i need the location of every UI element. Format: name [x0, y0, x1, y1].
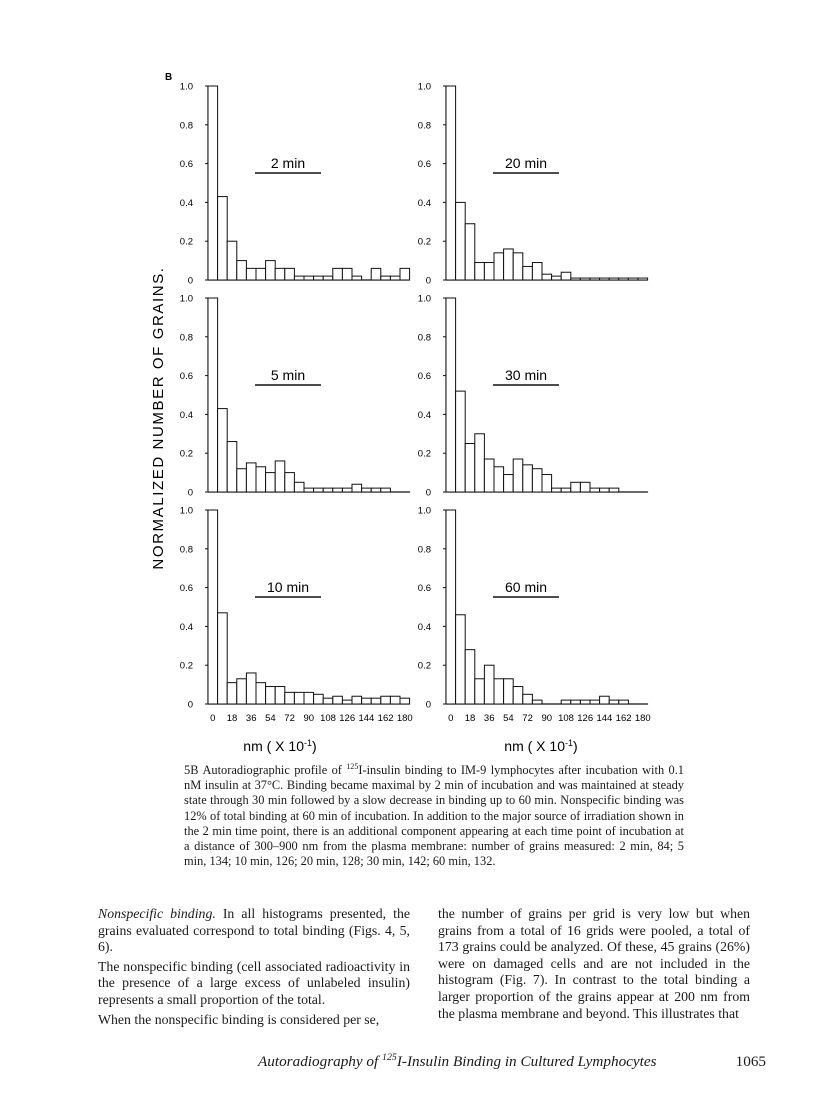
y-tick-label: 0: [425, 699, 431, 711]
histogram-bar: [609, 700, 619, 704]
histogram-bar: [342, 488, 352, 492]
time-point-label: 10 min: [266, 579, 310, 595]
x-tick-label: 108: [320, 713, 336, 724]
y-tick-label: 0.2: [417, 448, 431, 460]
figure-caption: 5B Autoradiographic profile of $^{125}$I-insulin binding to IM-9 lymphocytes after incubation with 0.1 nM insulin at 37°C. Binding became maximal by 2 min of incubation and was maintained at steady state through 30 min followed by a slow decrease in binding up to 60 min. Nonspecific binding was 12% of total binding at 60 min of incubation. In addition to the major source of irradiation shown in the 2 min time point, there is an additional component appearing at each time point of incubation at a distance of 300–900 nm from the plasma membrane: number of grains measured: 2 min, 84; 5 min, 134; 10 min, 126; 20 min, 128; 30 min, 142; 60 min, 132.: [184, 761, 684, 869]
y-axis-label: NORMALIZED NUMBER OF GRAINS.: [150, 266, 167, 570]
histogram-bar: [504, 475, 514, 492]
panel-label: B: [165, 72, 173, 83]
histogram-panel: [180, 82, 410, 287]
y-tick-label: 0.4: [179, 621, 193, 633]
x-tick-label: 72: [522, 713, 533, 724]
time-point-label: 60 min: [504, 579, 548, 595]
y-tick-label: 0: [425, 275, 431, 287]
y-tick-label: 0.8: [417, 332, 431, 344]
histogram-bar: [285, 473, 295, 492]
histogram-bar: [532, 263, 542, 280]
x-tick-label: 0: [210, 713, 216, 724]
y-tick-label: 0.8: [179, 332, 193, 344]
y-tick-label: 0.8: [417, 120, 431, 132]
histogram-bar: [580, 700, 590, 704]
histogram-bar: [446, 510, 456, 704]
histogram-bar: [561, 272, 571, 280]
histogram-bar: [532, 700, 542, 704]
histogram-bar: [561, 488, 571, 492]
x-tick-label: 162: [377, 713, 394, 724]
histogram-bar: [600, 696, 610, 704]
histogram-bar: [552, 276, 562, 280]
histogram-bar: [609, 278, 619, 280]
histogram-bar: [362, 488, 372, 492]
histogram-bar: [256, 467, 266, 492]
paragraph: When the nonspecific binding is considered per se,: [98, 1011, 380, 1027]
x-tick-label: 180: [396, 713, 413, 724]
histogram-bar: [590, 700, 600, 704]
y-tick-label: 0: [425, 487, 431, 499]
histogram-bar: [475, 434, 485, 492]
histogram-bar: [342, 700, 352, 704]
histogram-bar: [456, 391, 466, 492]
y-tick-label: 1.0: [417, 505, 431, 517]
histogram-bar: [218, 613, 228, 704]
y-tick-label: 0.4: [179, 409, 193, 421]
histogram-bar: [465, 650, 475, 704]
histogram-bar: [275, 687, 285, 704]
histogram-bar: [494, 253, 504, 280]
histogram-bar: [314, 488, 324, 492]
histogram-bar: [542, 274, 552, 280]
y-tick-label: 0.8: [179, 544, 193, 556]
y-tick-label: 1.0: [179, 505, 193, 517]
histogram-bar: [371, 268, 381, 280]
histogram-bar: [227, 241, 237, 280]
histogram-bar: [323, 276, 333, 280]
histogram-bar: [342, 268, 352, 280]
histogram-bar: [352, 484, 362, 492]
page-footer: [258, 1053, 766, 1071]
histogram-bar: [266, 261, 276, 280]
histogram-bar: [208, 86, 218, 280]
x-tick-label: 36: [245, 713, 257, 724]
y-tick-label: 0.6: [179, 371, 193, 383]
histogram-bar: [494, 467, 504, 492]
histogram-bar: [246, 268, 256, 280]
histogram-bar: [314, 694, 324, 704]
y-tick-label: 0.6: [179, 159, 193, 171]
histogram-bar: [285, 268, 295, 280]
x-tick-label: 180: [634, 713, 651, 724]
y-tick-label: 0.2: [179, 660, 193, 672]
histogram-bar: [400, 698, 410, 704]
histogram-panel: [180, 294, 410, 499]
histogram-bar: [371, 488, 381, 492]
y-tick-label: 0.4: [417, 197, 431, 209]
histogram-bar: [218, 197, 228, 280]
histogram-bar: [561, 700, 571, 704]
histogram-bar: [294, 276, 304, 280]
histogram-bar: [323, 698, 333, 704]
x-tick-label: 54: [503, 713, 514, 724]
histogram-bar: [638, 278, 648, 280]
histogram-bar: [218, 409, 228, 492]
histogram-bar: [475, 679, 485, 704]
histogram-bar: [256, 268, 266, 280]
x-tick-label: 126: [339, 713, 356, 724]
histogram-bar: [381, 696, 391, 704]
y-tick-label: 0.2: [417, 236, 431, 248]
histogram-bar: [304, 692, 314, 704]
histogram-bar: [484, 263, 494, 280]
histogram-bar: [532, 469, 542, 492]
histogram-bar: [237, 469, 247, 492]
time-point-label: 30 min: [504, 367, 548, 383]
x-axis-label-left: nm ( X $10^{-1}$): [243, 738, 317, 754]
histogram-bar: [542, 475, 552, 492]
histogram-bar: [266, 687, 276, 704]
histogram-panel: [180, 506, 413, 725]
y-tick-label: 0.6: [179, 583, 193, 595]
body-column-right: [438, 906, 750, 1025]
x-tick-label: 144: [358, 713, 375, 724]
time-point-label: 20 min: [504, 155, 548, 171]
histogram-bar: [237, 679, 247, 704]
histogram-bar: [352, 276, 362, 280]
histogram-bar: [600, 488, 610, 492]
y-tick-label: 1.0: [179, 81, 193, 93]
y-tick-label: 1.0: [179, 293, 193, 305]
histogram-bar: [390, 696, 400, 704]
caption-text: I-insulin binding to IM-9 lymphocytes after incubation with 0.1 nM insulin at 37°C. Binding became maximal by 2 min of incubation and was maintained at steady state through 30 min followed by a slow decrease in binding up to 60 min. Nonspecific binding was 12% of total binding at 60 min of incubation. In addition to the major source of irradiation shown in the 2 min time point, there is an additional component appearing at each time point of incubation at a distance of 300–900 nm from the plasma membrane: number of grains measured: 2 min, 84; 5 min, 134; 10 min, 126; 20 min, 128; 30 min, 142; 60 min, 132.: [184, 763, 684, 869]
y-tick-label: 0.4: [179, 197, 193, 209]
y-tick-label: 1.0: [417, 293, 431, 305]
histogram-bar: [275, 461, 285, 492]
body-column-left: [98, 906, 410, 1031]
y-tick-label: 0.4: [417, 621, 431, 633]
x-tick-label: 90: [303, 713, 315, 724]
histogram-bar: [484, 459, 494, 492]
histogram-bar: [465, 444, 475, 493]
paragraph: Nonspecific binding. In all histograms presented, the grains evaluated correspond to total binding (Figs. 4, 5, 6).: [98, 906, 410, 955]
histogram-bar: [314, 276, 324, 280]
y-tick-label: 0.2: [179, 448, 193, 460]
histogram-bar: [227, 683, 237, 704]
page-number: 1065: [735, 1053, 766, 1070]
histogram-bar: [208, 298, 218, 492]
histogram-bar: [513, 253, 523, 280]
histogram-bar: [371, 698, 381, 704]
histogram-bar: [590, 488, 600, 492]
histogram-bar: [619, 700, 629, 704]
histogram-bar: [600, 278, 610, 280]
histogram-bar: [390, 276, 400, 280]
caption-id: 5B: [184, 763, 199, 777]
time-point-label: 2 min: [270, 155, 306, 171]
histogram-bar: [285, 692, 295, 704]
histogram-bar: [237, 261, 247, 280]
histogram-bar: [504, 249, 514, 280]
histogram-bar: [523, 465, 533, 492]
histogram-bar: [362, 698, 372, 704]
histogram-bar: [446, 298, 456, 492]
x-tick-label: 162: [615, 713, 632, 724]
histogram-bar: [523, 266, 533, 280]
y-tick-label: 0.4: [417, 409, 431, 421]
y-tick-label: 0.2: [179, 236, 193, 248]
histogram-bar: [465, 224, 475, 280]
histogram-bar: [294, 692, 304, 704]
section-run-in-heading: Nonspecific binding.: [98, 906, 216, 921]
histogram-bar: [552, 488, 562, 492]
x-tick-label: 18: [464, 713, 476, 724]
y-tick-label: 0: [187, 275, 193, 287]
y-tick-label: 0.6: [417, 371, 431, 383]
histogram-bar: [504, 679, 514, 704]
x-tick-label: 144: [596, 713, 613, 724]
time-point-label: 5 min: [270, 367, 306, 383]
histogram-bar: [494, 679, 504, 704]
histogram-bar: [323, 488, 333, 492]
histogram-bar: [275, 268, 285, 280]
histogram-bar: [590, 278, 600, 280]
x-tick-label: 36: [483, 713, 495, 724]
histogram-panel: [418, 506, 651, 725]
running-title: Autoradiography of $^{125}$I-Insulin Binding in Cultured Lymphocytes: [258, 1051, 657, 1070]
histogram-bar: [475, 263, 485, 280]
histogram-bar: [227, 442, 237, 492]
histogram-bar: [400, 268, 410, 280]
histogram-bar: [456, 202, 466, 280]
histogram-bar: [523, 694, 533, 704]
x-tick-label: 108: [558, 713, 574, 724]
histogram-bar: [246, 673, 256, 704]
histogram-bar: [513, 687, 523, 704]
paragraph: The nonspecific binding (cell associated radioactivity in the presence of a large excess of unlabeled insulin) represents a small proportion of the total.: [98, 958, 410, 1007]
histogram-bar: [381, 276, 391, 280]
x-tick-label: 72: [284, 713, 295, 724]
histogram-bar: [333, 268, 343, 280]
histogram-bar: [580, 278, 590, 280]
histogram-bar: [484, 665, 494, 704]
histogram-bar: [266, 473, 276, 492]
histogram-bar: [571, 700, 581, 704]
histogram-bar: [256, 683, 266, 704]
histogram-panel: [418, 294, 648, 499]
histogram-bar: [333, 696, 343, 704]
histogram-bar: [609, 488, 619, 492]
histogram-bar: [352, 696, 362, 704]
histogram-panel: [418, 82, 648, 287]
y-tick-label: 0: [187, 487, 193, 499]
x-tick-label: 54: [265, 713, 276, 724]
y-tick-label: 0: [187, 699, 193, 711]
x-tick-label: 126: [577, 713, 594, 724]
histogram-bar: [456, 615, 466, 704]
x-axis-label-right: nm ( X $10^{-1}$): [504, 738, 578, 754]
histogram-bar: [381, 488, 391, 492]
y-tick-label: 0.6: [417, 583, 431, 595]
histogram-bar: [246, 463, 256, 492]
histogram-bar: [446, 86, 456, 280]
histogram-bar: [294, 482, 304, 492]
histogram-bar: [571, 278, 581, 280]
y-tick-label: 0.8: [179, 120, 193, 132]
histogram-bar: [333, 488, 343, 492]
y-tick-label: 0.2: [417, 660, 431, 672]
histogram-bar: [513, 459, 523, 492]
histogram-bar: [304, 488, 314, 492]
histogram-bar: [580, 482, 590, 492]
histogram-bar: [208, 510, 218, 704]
y-tick-label: 0.6: [417, 159, 431, 171]
histogram-bar: [304, 276, 314, 280]
x-tick-label: 90: [541, 713, 553, 724]
x-tick-label: 0: [448, 713, 454, 724]
paragraph: the number of grains per grid is very low but when grains from a total of 16 grids were pooled, a total of 173 grains could be analyzed. Of these, 45 grains (26%) were on damaged cells and are not included in the histogram (Fig. 7). In contrast to the total binding a larger proportion of the grains appear at 200 nm from the plasma membrane and beyond. This illustrates that: [438, 906, 750, 1021]
histogram-bar: [628, 278, 638, 280]
histogram-bar: [571, 482, 581, 492]
y-tick-label: 1.0: [417, 81, 431, 93]
x-tick-label: 18: [226, 713, 238, 724]
histogram-bar: [619, 278, 629, 280]
y-tick-label: 0.8: [417, 544, 431, 556]
